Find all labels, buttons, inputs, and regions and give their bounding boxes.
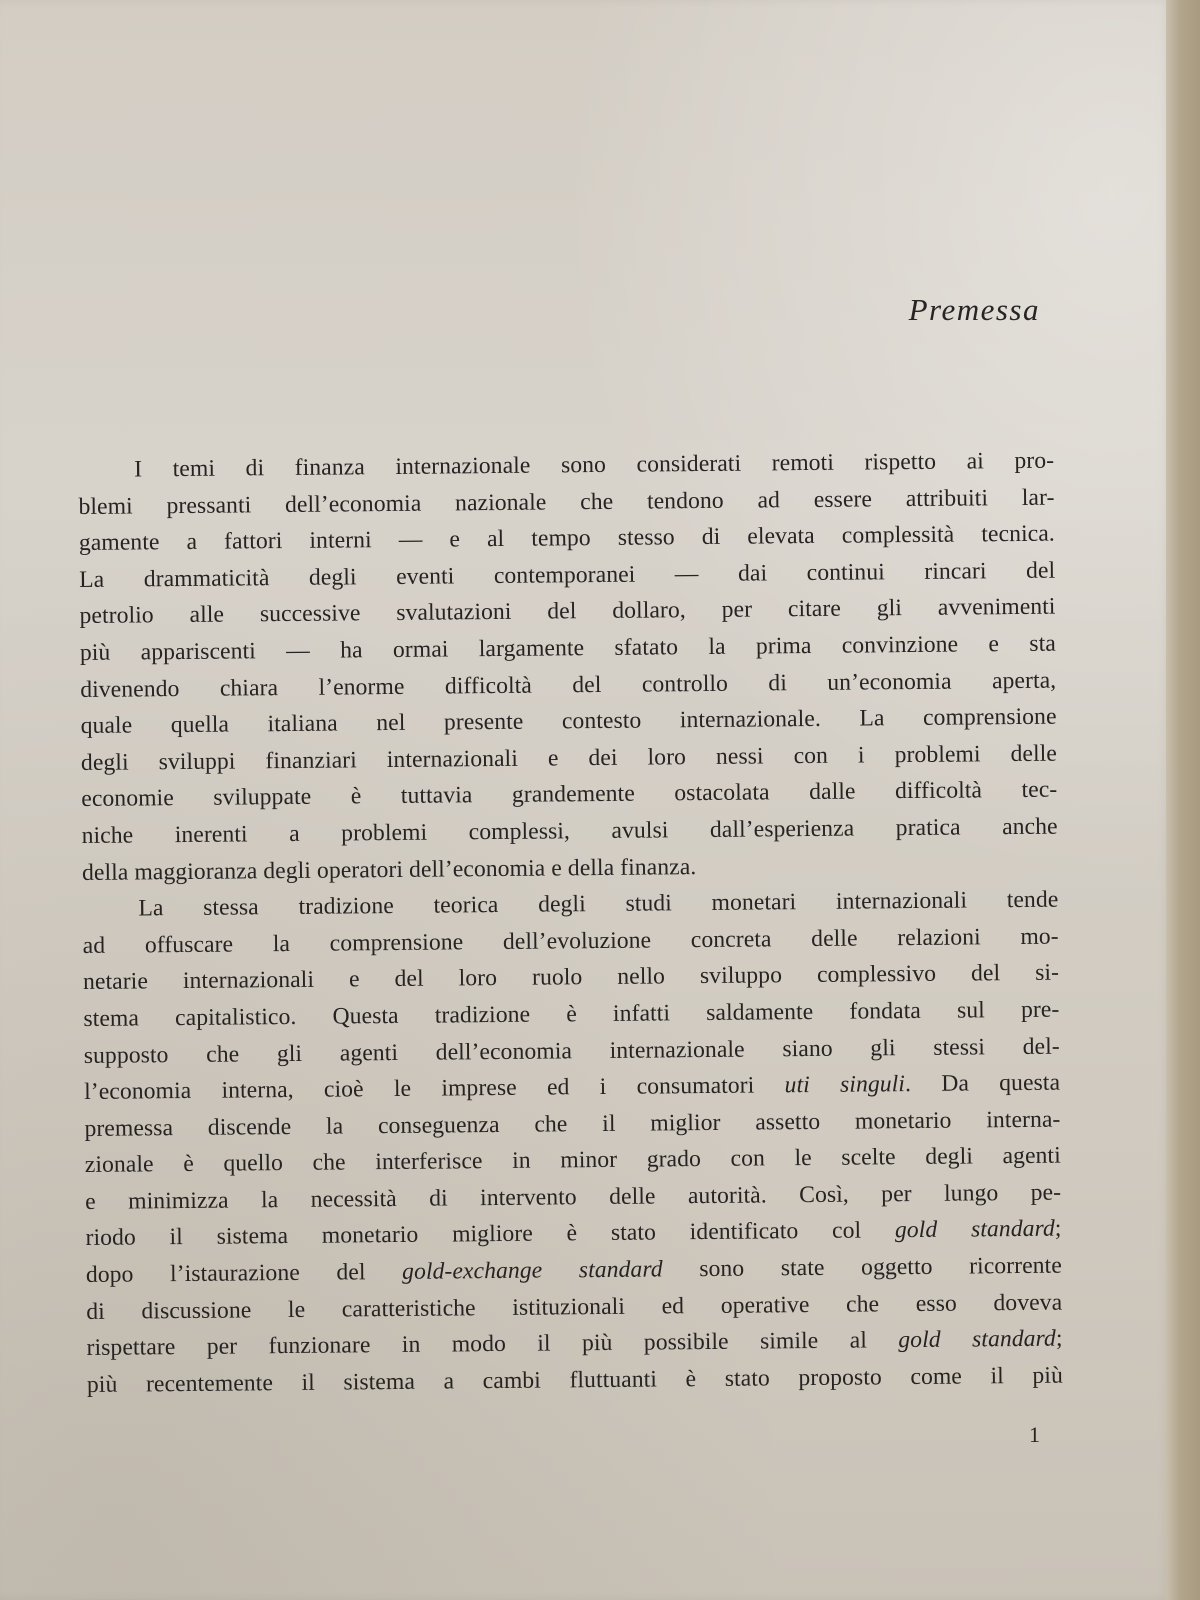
text-line: economie sviluppate è tuttavia grandemente ostacolata dalle difficoltà tec- bbox=[81, 776, 1058, 813]
text-run: ; bbox=[1055, 1325, 1063, 1352]
text-run: ; bbox=[1054, 1216, 1062, 1243]
text-run: rispettare per funzionare in modo il più possibile simile al bbox=[86, 1327, 899, 1362]
text-line: petrolio alle successive svalutazioni del dollaro, per citare gli avvenimenti bbox=[79, 593, 1056, 630]
text-line: più recentemente il sistema a cambi fluttuanti è stato proposto come il più bbox=[86, 1362, 1064, 1398]
italic-term: gold standard bbox=[894, 1216, 1055, 1244]
text-line: premessa discende la conseguenza che il miglior assetto monetario interna- bbox=[84, 1106, 1061, 1142]
text-line: quale quella italiana nel presente contesto internazionale. La comprensione bbox=[80, 703, 1057, 740]
text-line: e minimizza la necessità di intervento delle autorità. Così, per lungo pe- bbox=[85, 1179, 1062, 1215]
body-text bbox=[78, 443, 1063, 1404]
text-line: stema capitalistico. Questa tradizione è infatti saldamente fondata sul pre- bbox=[83, 996, 1060, 1032]
text-run: sono state oggetto ricorrente bbox=[662, 1252, 1062, 1283]
text-line: netarie internazionali e del loro ruolo nello sviluppo complessivo del si- bbox=[82, 959, 1060, 996]
text-line: degli sviluppi finanziari internazionali e dei loro nessi con i problemi delle bbox=[80, 740, 1058, 776]
text-line: La stessa tradizione teorica degli studi monetari internazionali tende bbox=[138, 886, 1059, 922]
text-line: divenendo chiara l’enorme difficoltà del controllo di un’economia aperta, bbox=[80, 667, 1057, 703]
text-run: . Da questa bbox=[904, 1069, 1061, 1098]
text-run: dopo l’istaurazione del bbox=[85, 1258, 403, 1289]
text-line: La drammaticità degli eventi contemporanei — dai continui rincari del bbox=[79, 557, 1056, 593]
page-number: 1 bbox=[1029, 1422, 1040, 1447]
text-line: zionale è quello che interferisce in minor grado con le scelte degli agenti bbox=[84, 1142, 1061, 1179]
text-line: di discussione le caratteristiche istituzionali ed operative che esso doveva bbox=[86, 1289, 1063, 1325]
text-line: più appariscenti — ha ormai largamente sfatato la prima convinzione e sta bbox=[79, 630, 1057, 666]
text-line: supposto che gli agenti dell’economia internazionale siano gli stessi del- bbox=[83, 1033, 1060, 1069]
text-line: ad offuscare la comprensione dell’evoluzione concreta delle relazioni mo- bbox=[82, 923, 1059, 959]
italic-term: gold standard bbox=[898, 1325, 1057, 1354]
section-title: Premessa bbox=[908, 292, 1040, 327]
italic-term: gold-exchange standard bbox=[401, 1256, 663, 1285]
text-line: I temi di finanza internazionale sono considerati remoti rispetto ai pro- bbox=[134, 447, 1055, 483]
page-edge bbox=[1166, 0, 1200, 1600]
text-line: niche inerenti a problemi complessi, avulsi dall’esperienza pratica anche bbox=[81, 813, 1058, 849]
text-run: riodo il sistema monetario migliore è stato identificato col bbox=[85, 1217, 896, 1252]
text-line: della maggioranza degli operatori dell’economia e della finanza. bbox=[81, 853, 697, 886]
italic-term: uti singuli bbox=[784, 1071, 906, 1099]
text-line: gamente a fattori interni — e al tempo stesso di elevata complessità tecnica. bbox=[78, 520, 1055, 557]
text-line: blemi pressanti dell’economia nazionale che tendono ad essere attribuiti lar- bbox=[78, 484, 1055, 520]
text-run: l’economia interna, cioè le imprese ed i consumatori bbox=[84, 1072, 785, 1106]
